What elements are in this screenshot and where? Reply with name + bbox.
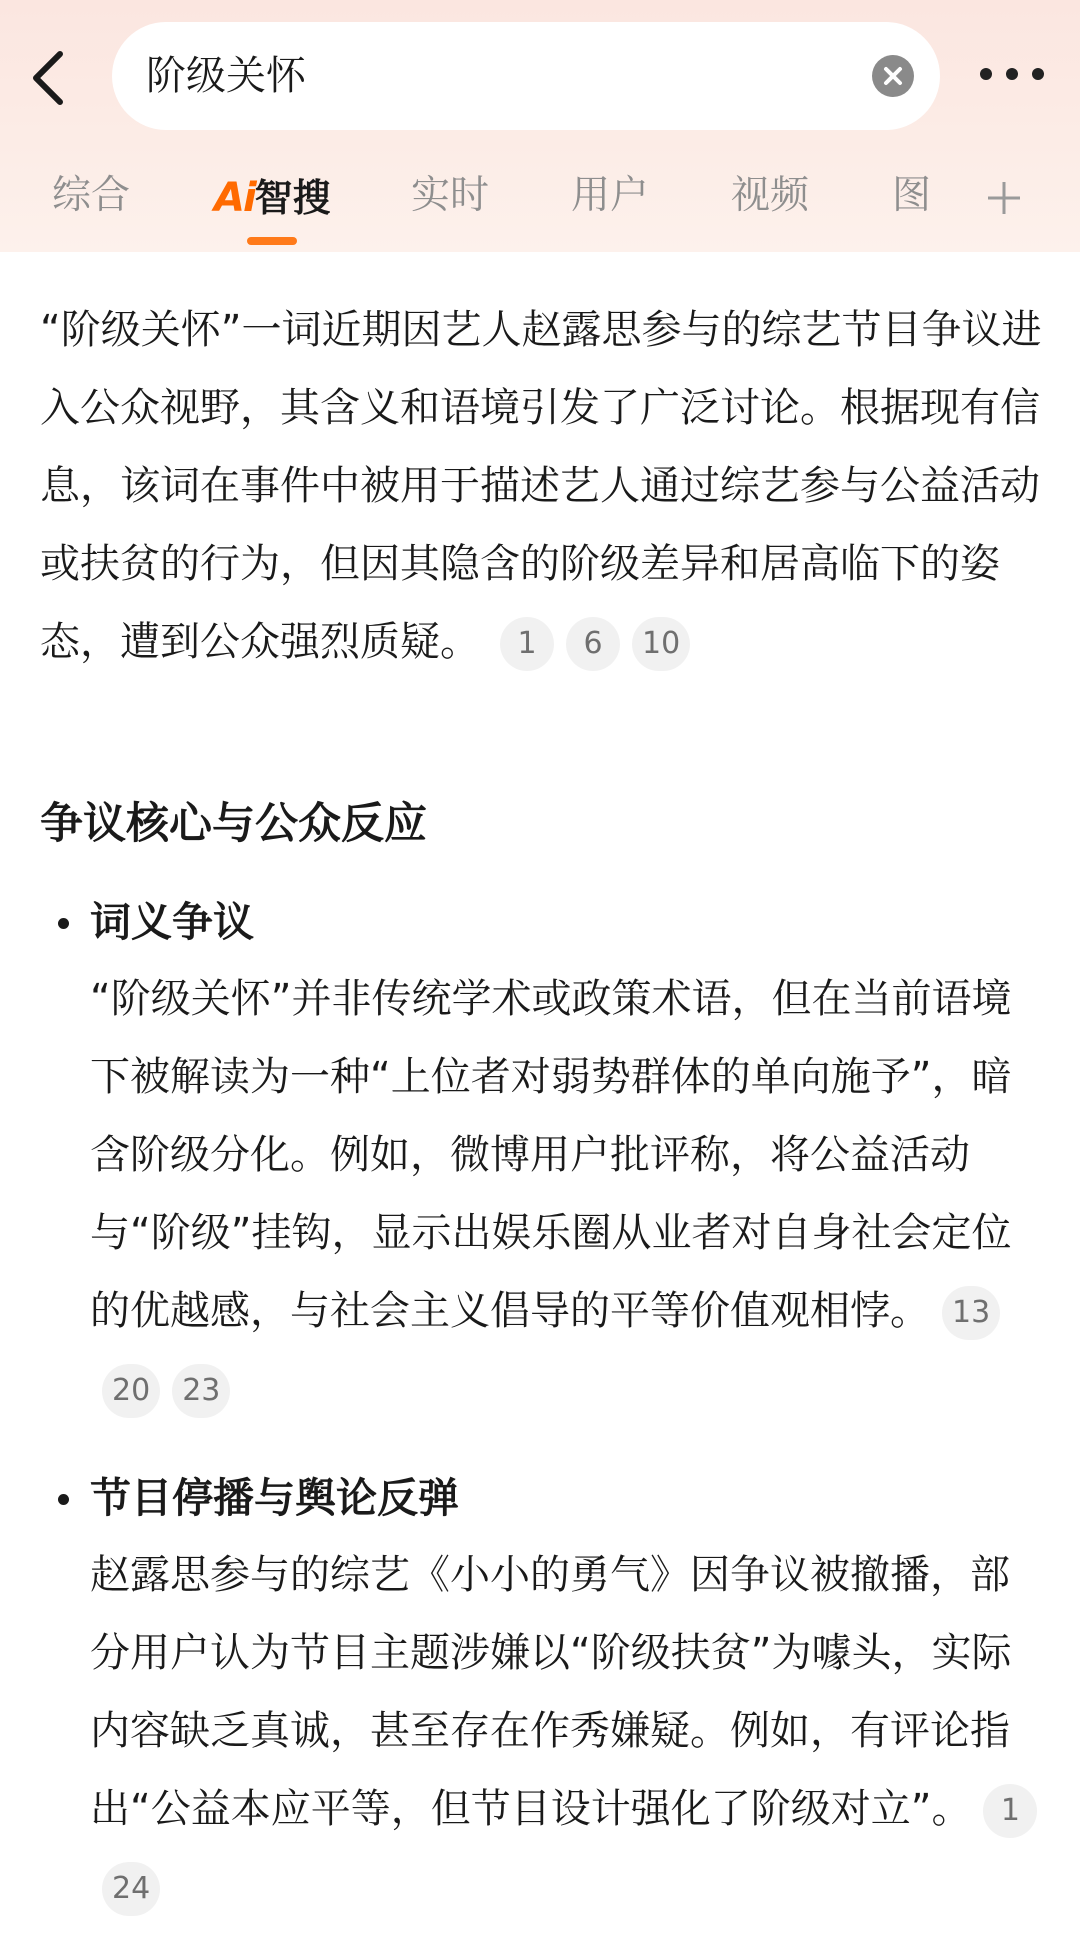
citation-chip[interactable]: 13: [942, 1286, 1000, 1340]
citation-chip[interactable]: 20: [102, 1364, 160, 1418]
bullet-title: 节目停播与舆论反弹: [90, 1474, 459, 1522]
bullet-body-text: 赵露思参与的综艺《小小的勇气》因争议被撤播，部分用户认为节目主题涉嫌以“阶级扶贫”为噱头，实际内容缺乏真诚，甚至存在作秀嫌疑。例如，有评论指出“公益本应平等，但节目设计强化了阶级对立”。: [90, 1552, 1012, 1832]
bullet-title: 词义争议: [90, 898, 254, 946]
citation-chip[interactable]: 1: [500, 617, 554, 671]
intro-text: “阶级关怀”一词近期因艺人赵露思参与的综艺节目争议进入公众视野，其含义和语境引发了广泛讨论。根据现有信息，该词在事件中被用于描述艺人通过综艺参与公益活动或扶贫的行为，但因其隐含的阶级差异和居高临下的姿态，遭到公众强烈质疑。: [40, 307, 1042, 665]
search-tabs: [0, 160, 1080, 250]
top-bar: [0, 0, 1080, 252]
bullet-body: [90, 1536, 1045, 1926]
plus-icon: [984, 178, 1024, 218]
bullet-body: [90, 960, 1045, 1428]
citation-chip[interactable]: 1: [983, 1784, 1037, 1838]
search-query: 阶级关怀: [146, 53, 306, 99]
citation-chip[interactable]: 10: [632, 617, 690, 671]
tab-ai-search-label: 智搜: [254, 176, 331, 220]
tab-ai-search[interactable]: [214, 170, 331, 226]
tab-users[interactable]: 用户: [571, 173, 650, 218]
bullet-dot: [58, 1494, 69, 1505]
back-button[interactable]: [22, 36, 82, 116]
bullet-body-text: “阶级关怀”并非传统学术或政策术语，但在当前语境下被解读为一种“上位者对弱势群体的单向施予”，暗含阶级分化。例如，微博用户批评称，将公益活动与“阶级”挂钩，显示出娱乐圈从业者对自身社会定位的优越感，与社会主义倡导的平等价值观相悖。: [90, 976, 1012, 1334]
intro-paragraph: [40, 291, 1045, 681]
active-tab-indicator: [247, 237, 297, 245]
more-button[interactable]: [980, 66, 1044, 86]
tab-realtime[interactable]: 实时: [411, 173, 490, 218]
back-chevron-icon: [22, 36, 82, 116]
ai-badge-icon: Ai: [214, 175, 255, 221]
clear-x-icon: [872, 55, 914, 97]
tab-video[interactable]: 视频: [731, 173, 810, 218]
add-tab-button[interactable]: [984, 178, 1024, 218]
citation-chip[interactable]: 23: [172, 1364, 230, 1418]
more-dots-icon: [980, 68, 992, 80]
bullet-dot: [58, 918, 69, 929]
tab-comprehensive[interactable]: 综合: [52, 173, 131, 218]
citation-chip[interactable]: 6: [566, 617, 620, 671]
clear-search-button[interactable]: [872, 55, 914, 97]
tab-images[interactable]: 图: [892, 173, 932, 218]
citation-chip[interactable]: 24: [102, 1862, 160, 1916]
search-input[interactable]: [112, 22, 940, 130]
section-heading: 争议核心与公众反应: [40, 799, 427, 849]
